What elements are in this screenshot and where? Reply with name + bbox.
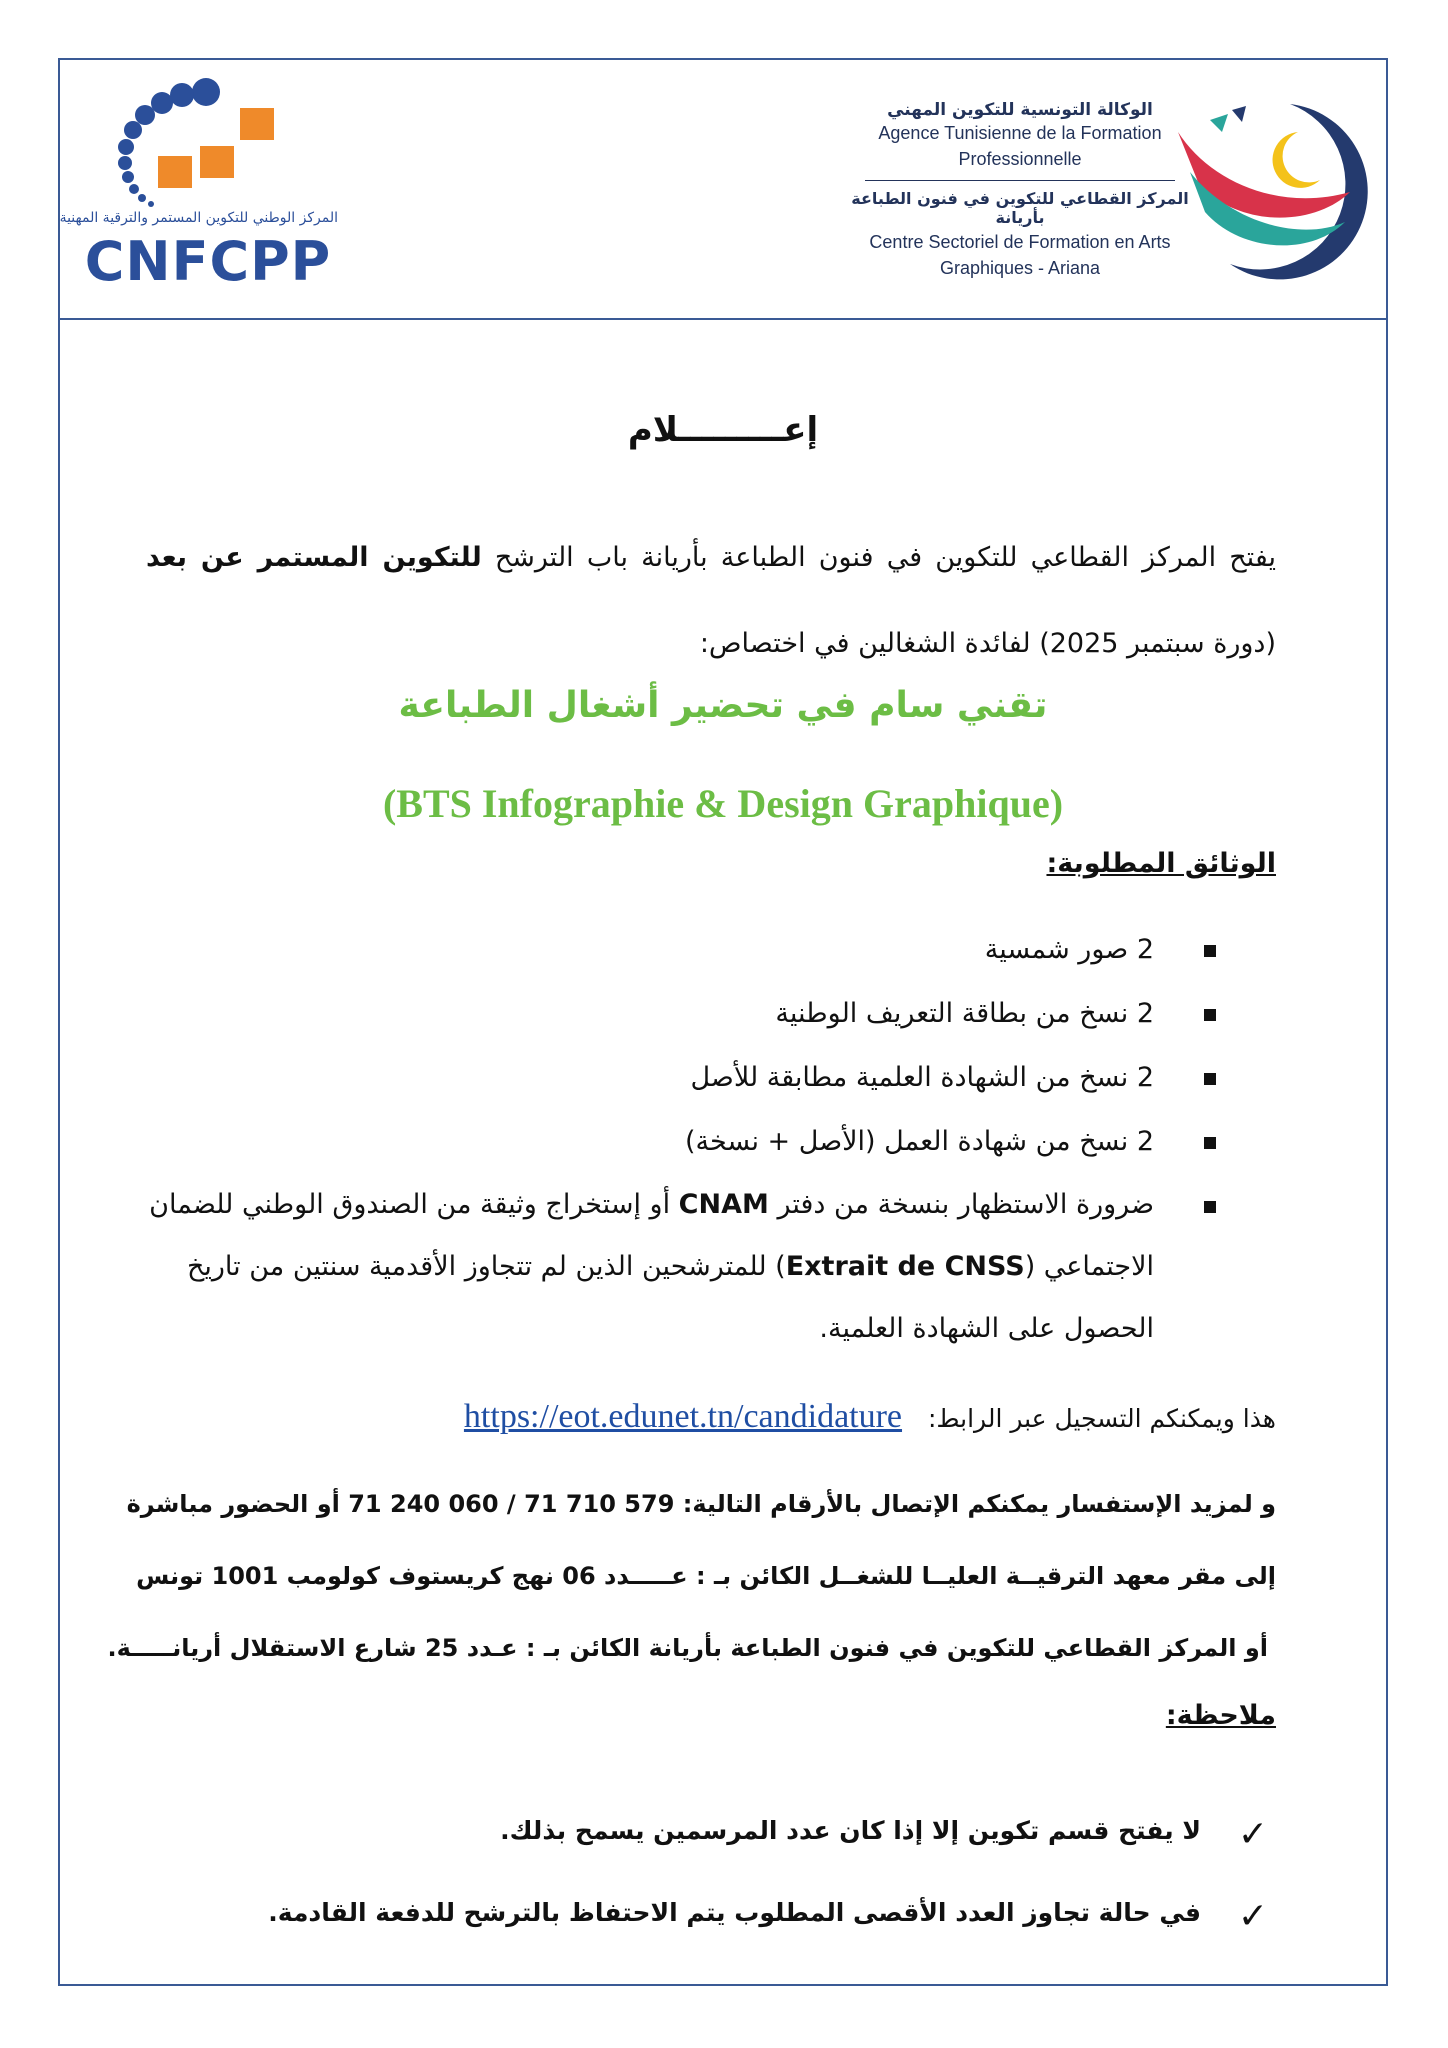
- agency-name-ar: الوكالة التونسية للتكوين المهني: [887, 100, 1153, 120]
- announcement-title: إعـــــــــلام: [627, 410, 819, 450]
- agency-block: [850, 100, 1190, 281]
- cnss-text-1: ضرورة الاستظهار بنسخة من دفتر: [768, 1189, 1154, 1220]
- intro-text-1: يفتح المركز القطاعي للتكوين في فنون الطباعة بأريانة باب الترشح: [481, 542, 1276, 573]
- center-name-fr-2: Graphiques - Ariana: [939, 258, 1101, 278]
- contact-line-3: أو المركز القطاعي للتكوين في فنون الطباعة بأريانة الكائن بـ : عـدد 25 شارع الاستقلال أريانـــــة.: [107, 1634, 1268, 1662]
- specialty-ar: تقني سام في تحضير أشغال الطباعة: [398, 685, 1048, 726]
- atfp-emblem-icon: [1170, 92, 1380, 292]
- contact-line-1: و لمزيد الإستفسار يمكنكم الإتصال بالأرقام التالية: 579 710 71 / 060 240 71 أو الحضور مباشرة: [126, 1490, 1276, 1518]
- square-bullet-icon: [1204, 1009, 1216, 1021]
- checkmark-icon: ✓: [1237, 1896, 1268, 1937]
- notes-list: [136, 1790, 1276, 1954]
- list-item: [136, 1110, 1276, 1174]
- list-item: [136, 1790, 1276, 1872]
- square-bullet-icon: [1204, 945, 1216, 957]
- intro-text-bold: للتكوين المستمر عن بعد: [146, 542, 482, 573]
- center-name-ar: المركز القطاعي للتكوين في فنون الطباعة بأريانة: [851, 189, 1189, 227]
- agency-name-fr-2: Professionnelle: [958, 149, 1082, 169]
- list-item: [136, 1174, 1276, 1360]
- cnss-text-3: ) للمترشحين الذين لم تتجاوز الأقدمية سنتين من تاريخ الحصول على الشهادة العلمية.: [186, 1251, 1154, 1344]
- intro-paragraph: [146, 515, 1276, 687]
- note-text: لا يفتح قسم تكوين إلا إذا كان عدد المرسمين يسمح بذلك.: [500, 1816, 1201, 1845]
- specialty-fr: (BTS Infographie & Design Graphique): [382, 781, 1064, 826]
- list-item-text: 2 نسخ من شهادة العمل (الأصل + نسخة): [684, 1126, 1154, 1157]
- documents-heading: الوثائق المطلوبة:: [1046, 848, 1276, 879]
- square-bullet-icon: [1204, 1073, 1216, 1085]
- cnfcpp-wordmark: CNFCPP: [84, 230, 332, 293]
- list-item: [136, 1872, 1276, 1954]
- list-item-text: 2 صور شمسية: [984, 934, 1154, 965]
- registration-label: هذا ويمكنكم التسجيل عبر الرابط:: [927, 1404, 1276, 1433]
- square-bullet-icon: [1204, 1137, 1216, 1149]
- list-item-text: 2 نسخ من الشهادة العلمية مطابقة للأصل: [690, 1062, 1154, 1093]
- cnfcpp-logo: [59, 70, 338, 302]
- registration-line: [146, 1398, 1276, 1436]
- cnss-text-2: أو إستخراج وثيقة من الصندوق الوطني للضمان الاجتماعي (: [149, 1189, 1154, 1282]
- agency-name-fr-1: Agence Tunisienne de la Formation: [878, 123, 1162, 143]
- agency-separator: [865, 180, 1175, 181]
- checkmark-icon: ✓: [1237, 1814, 1268, 1855]
- square-bullet-icon: [1204, 1201, 1216, 1213]
- list-item-text: 2 نسخ من بطاقة التعريف الوطنية: [775, 998, 1154, 1029]
- list-item: [136, 1046, 1276, 1110]
- center-name-fr-1: Centre Sectoriel de Formation en Arts: [869, 232, 1171, 252]
- cnss-cnam: CNAM: [678, 1189, 769, 1220]
- header-divider: [58, 318, 1388, 320]
- note-heading: ملاحظة:: [1165, 1700, 1276, 1731]
- intro-text-2: (دورة سبتمبر 2025) لفائدة الشغالين في اختصاص:: [699, 628, 1276, 659]
- documents-list: [136, 918, 1276, 1360]
- cnss-extrait: Extrait de CNSS: [785, 1251, 1025, 1282]
- cnfcpp-dots-icon: [78, 70, 338, 210]
- list-item: [136, 982, 1276, 1046]
- cnfcpp-caption: المركز الوطني للتكوين المستمر والترقية المهنية: [59, 210, 338, 226]
- contact-line-2: إلى مقر معهد الترقيــة العليــا للشغــل الكائن بـ : عـــــدد 06 نهج كريستوف كولومب 1001 تونس: [136, 1562, 1276, 1590]
- registration-link[interactable]: https://eot.edunet.tn/candidature: [463, 1398, 903, 1435]
- list-item: [136, 918, 1276, 982]
- note-text: في حالة تجاوز العدد الأقصى المطلوب يتم الاحتفاظ بالترشح للدفعة القادمة.: [268, 1898, 1201, 1927]
